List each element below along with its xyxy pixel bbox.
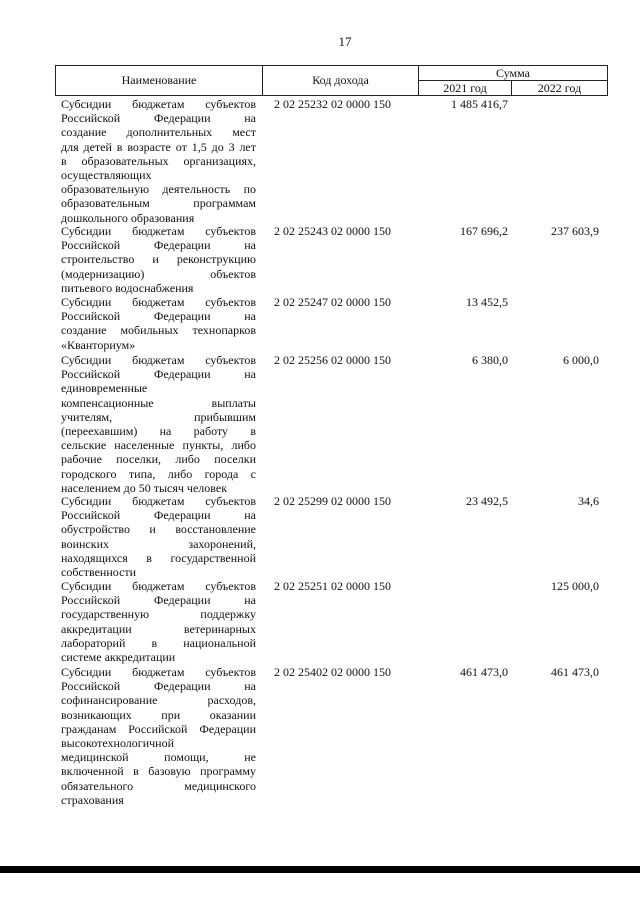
row-name-line: компенсационные выплаты bbox=[61, 395, 256, 410]
row-name-line: обязательного медицинского bbox=[61, 778, 256, 793]
row-name-line: создание мобильных технопарков bbox=[61, 323, 256, 338]
header-year-2022: 2022 год bbox=[537, 81, 582, 95]
row-name-line: Российской Федерации на bbox=[61, 309, 256, 324]
row-name-line: государственную поддержку bbox=[61, 607, 256, 622]
row-name-line: страхования bbox=[61, 792, 124, 807]
header-sum: Сумма bbox=[496, 66, 530, 80]
row-name bbox=[61, 494, 256, 579]
row-name-line: обустройство и восстановление bbox=[61, 522, 256, 537]
header-name: Наименование bbox=[121, 73, 197, 87]
row-name-line: единовременные bbox=[61, 381, 148, 396]
row-name-line: собственности bbox=[61, 565, 137, 580]
row-name-line: включенной в базовую программу bbox=[61, 764, 256, 779]
row-name-line: высокотехнологичной bbox=[61, 736, 175, 751]
row-name-line: медицинской помощи, не bbox=[61, 750, 256, 765]
row-name-line: системе аккредитации bbox=[61, 650, 176, 665]
row-name-line: образовательную деятельность по bbox=[61, 182, 256, 197]
row-name bbox=[61, 665, 256, 807]
row-name-line: питьевого водоснабжения bbox=[61, 280, 194, 295]
row-name-line: возникающих при оказании bbox=[61, 707, 256, 722]
row-name-line: в образовательных организациях, bbox=[61, 153, 256, 168]
row-name-line: создание дополнительных мест bbox=[61, 125, 256, 140]
row-name-line: Субсидии бюджетам субъектов bbox=[61, 97, 256, 111]
row-name-line: (переехавшим) на работу в bbox=[61, 424, 256, 439]
row-amount-2021: 6 380,0 bbox=[472, 353, 508, 367]
row-name-line: лабораторий в национальной bbox=[61, 635, 256, 650]
row-name-line: Российской Федерации на bbox=[61, 593, 256, 608]
row-name bbox=[61, 224, 256, 295]
row-name bbox=[61, 353, 256, 495]
row-name-line: софинансирование расходов, bbox=[61, 693, 256, 708]
row-name-line: аккредитации ветеринарных bbox=[61, 621, 256, 636]
row-name-line: Субсидии бюджетам субъектов bbox=[61, 353, 256, 367]
row-name-line: Субсидии бюджетам субъектов bbox=[61, 665, 256, 679]
row-name-line: «Кванториум» bbox=[61, 337, 136, 352]
row-code: 2 02 25232 02 0000 150 bbox=[274, 97, 391, 111]
row-name-line: дошкольного образования bbox=[61, 210, 195, 225]
row-amount-2021: 461 473,0 bbox=[460, 665, 508, 679]
row-amount-2021: 13 452,5 bbox=[466, 295, 508, 309]
row-amount-2022: 461 473,0 bbox=[551, 665, 599, 679]
row-amount-2022: 237 603,9 bbox=[551, 224, 599, 238]
row-name-line: Российской Федерации на bbox=[61, 508, 256, 523]
row-name-line: находящихся в государственной bbox=[61, 550, 256, 565]
row-name bbox=[61, 295, 256, 352]
row-name-line: Российской Федерации на bbox=[61, 238, 256, 253]
row-code: 2 02 25247 02 0000 150 bbox=[274, 295, 391, 309]
row-name-line: учителям, прибывшим bbox=[61, 409, 256, 424]
row-name-line: (модернизацию) объектов bbox=[61, 266, 256, 281]
row-name-line: образовательным программам bbox=[61, 196, 256, 211]
row-name-line: воинских захоронений, bbox=[61, 536, 256, 551]
header-year-2021: 2021 год bbox=[443, 81, 487, 95]
row-code: 2 02 25256 02 0000 150 bbox=[274, 353, 391, 367]
row-code: 2 02 25243 02 0000 150 bbox=[274, 224, 391, 238]
row-amount-2022: 34,6 bbox=[578, 494, 599, 508]
row-name-line: строительство и реконструкцию bbox=[61, 252, 256, 267]
row-code: 2 02 25402 02 0000 150 bbox=[274, 665, 391, 679]
row-name-line: гражданам Российской Федерации bbox=[61, 721, 256, 736]
header-code: Код дохода bbox=[312, 73, 369, 87]
row-name-line: Российской Федерации на bbox=[61, 367, 256, 382]
row-name-line: Субсидии бюджетам субъектов bbox=[61, 494, 256, 508]
row-name-line: Российской Федерации на bbox=[61, 679, 256, 694]
row-amount-2022: 125 000,0 bbox=[551, 579, 599, 593]
row-code: 2 02 25251 02 0000 150 bbox=[274, 579, 391, 593]
row-name-line: Субсидии бюджетам субъектов bbox=[61, 295, 256, 309]
row-name bbox=[61, 97, 256, 225]
row-code: 2 02 25299 02 0000 150 bbox=[274, 494, 391, 508]
row-name-line: сельские населенные пункты, либо bbox=[61, 438, 256, 453]
row-name-line: рабочие поселки, либо поселки bbox=[61, 452, 256, 467]
page-number: 17 bbox=[338, 34, 352, 49]
row-name-line: Субсидии бюджетам субъектов bbox=[61, 579, 256, 593]
scan-edge bbox=[0, 866, 640, 873]
row-name-line: для детей в возрасте от 1,5 до 3 лет bbox=[61, 139, 256, 154]
row-name-line: Российской Федерации на bbox=[61, 111, 256, 126]
row-amount-2021: 1 485 416,7 bbox=[451, 97, 508, 111]
row-name-line: Субсидии бюджетам субъектов bbox=[61, 224, 256, 238]
row-amount-2021: 167 696,2 bbox=[460, 224, 508, 238]
row-name bbox=[61, 579, 256, 664]
row-amount-2021: 23 492,5 bbox=[466, 494, 508, 508]
row-name-line: осуществляющих bbox=[61, 168, 152, 183]
row-name-line: городского типа, либо города с bbox=[61, 466, 256, 481]
row-amount-2022: 6 000,0 bbox=[563, 353, 599, 367]
row-name-line: населением до 50 тысяч человек bbox=[61, 480, 228, 495]
border-right bbox=[607, 65, 608, 96]
